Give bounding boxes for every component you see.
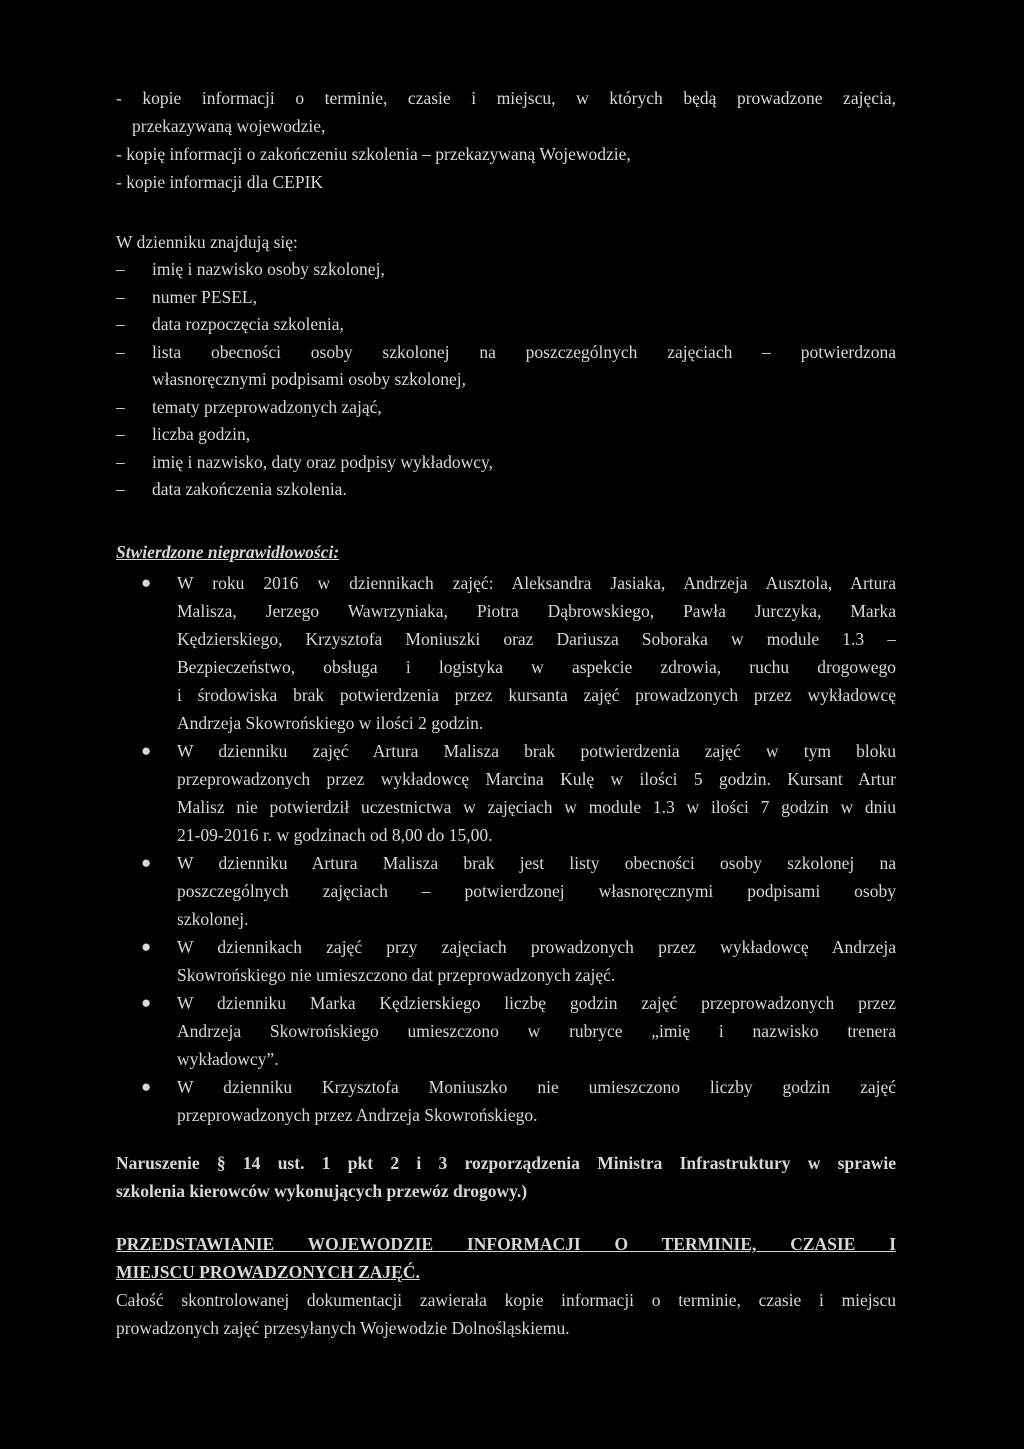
irregularity-line: Andrzeja Skowrońskiego umieszczono w rubryce „imię i nazwisko trenera xyxy=(177,1021,896,1041)
section-reporting xyxy=(116,1230,896,1342)
bullet-icon: ● xyxy=(141,741,152,760)
intro-list xyxy=(116,84,896,196)
journal-item-text: imię i nazwisko, daty oraz podpisy wykładowcy, xyxy=(152,451,494,472)
irregularity-item-3 xyxy=(116,849,896,933)
journal-item-name xyxy=(116,256,896,284)
journal-item-end-date xyxy=(116,476,896,504)
irregularity-item-2 xyxy=(116,737,896,849)
irregularity-line: poszczególnych zajęciach – potwierdzonej własnoręcznymi podpisami osoby xyxy=(177,881,896,901)
section-body-line-2: prowadzonych zajęć przesyłanych Wojewodzie Dolnośląskiemu. xyxy=(116,1318,570,1338)
dash-marker: – xyxy=(116,396,125,417)
bullet-icon: ● xyxy=(141,1077,152,1096)
irregularity-item-1 xyxy=(116,569,896,737)
dash-marker: – xyxy=(116,424,125,444)
dash-marker: – xyxy=(116,341,125,362)
irregularity-line: Andrzeja Skowrońskiego w ilości 2 godzin. xyxy=(177,713,484,733)
irregularity-item-5 xyxy=(116,989,896,1073)
journal-item-text: numer PESEL, xyxy=(152,286,257,307)
intro-item-3: - kopie informacji dla CEPIK xyxy=(116,172,324,192)
bullet-icon: ● xyxy=(141,573,152,592)
irregularity-line: Malisza, Jerzego Wawrzyniaka, Piotra Dąbrowskiego, Pawła Jurczyka, Marka xyxy=(177,601,896,621)
journal-item-topics xyxy=(116,394,896,422)
violation-line-1: Naruszenie § 14 ust. 1 pkt 2 i 3 rozporządzenia Ministra Infrastruktury w sprawie xyxy=(116,1153,896,1173)
dash-marker: – xyxy=(116,451,125,472)
journal-item-pesel xyxy=(116,284,896,312)
irregularity-line: W dzienniku Krzysztofa Moniuszko nie umieszczono liczby godzin zajęć xyxy=(177,1077,896,1097)
irregularities-section xyxy=(116,538,896,566)
intro-item-1-line-1: - kopie informacji o terminie, czasie i miejscu, w których będą prowadzone zajęcia, xyxy=(116,88,896,108)
irregularity-line: 21-09-2016 r. w godzinach od 8,00 do 15,00. xyxy=(177,825,493,845)
journal-item-text: tematy przeprowadzonych zająć, xyxy=(152,396,382,417)
irregularity-line: W dzienniku zajęć Artura Malisza brak potwierdzenia zajęć w tym bloku xyxy=(177,741,896,761)
irregularity-line: i środowiska brak potwierdzenia przez kursanta zajęć prowadzonych przez wykładowcę xyxy=(177,685,896,705)
irregularities-heading: Stwierdzone nieprawidłowości: xyxy=(116,542,340,562)
irregularity-line: W dziennikach zajęć przy zajęciach prowadzonych przez wykładowcę Andrzeja xyxy=(177,937,896,957)
irregularities-list xyxy=(116,569,896,1129)
irregularity-line: Kędzierskiego, Krzysztofa Moniuszki oraz Dariusza Soboraka w module 1.3 – xyxy=(177,629,896,649)
bullet-icon: ● xyxy=(141,937,152,956)
violation-line-2: szkolenia kierowców wykonujących przewóz drogowy.) xyxy=(116,1181,528,1201)
irregularity-item-4 xyxy=(116,933,896,989)
irregularity-line: przeprowadzonych przez Andrzeja Skowrońskiego. xyxy=(177,1105,538,1125)
irregularity-line: W dzienniku Marka Kędzierskiego liczbę godzin zajęć przeprowadzonych przez xyxy=(177,993,896,1013)
journal-item-lecturer xyxy=(116,449,896,477)
bullet-icon: ● xyxy=(141,853,152,872)
irregularity-line: W dzienniku Artura Malisza brak jest listy obecności osoby szkolonej na xyxy=(177,853,896,873)
bullet-icon: ● xyxy=(141,993,152,1012)
intro-item-1-line-2: przekazywaną wojewodzie, xyxy=(132,116,326,136)
journal-item-text: imię i nazwisko osoby szkolonej, xyxy=(152,259,385,279)
dash-marker: – xyxy=(116,314,125,334)
irregularity-line: Malisz nie potwierdził uczestnictwa w zajęciach w module 1.3 w ilości 7 godzin w dniu xyxy=(177,797,896,817)
intro-item-2: - kopię informacji o zakończeniu szkolenia – przekazywaną Wojewodzie, xyxy=(116,144,631,164)
section-heading-line-2: MIEJSCU PROWADZONYCH ZAJĘĆ. xyxy=(116,1262,420,1282)
journal-item-text: liczba godzin, xyxy=(152,424,251,444)
irregularity-line: przeprowadzonych przez wykładowcę Marcina Kulę w ilości 5 godzin. Kursant Artur xyxy=(177,769,896,789)
journal-item-attendance xyxy=(116,339,896,367)
journal-heading: W dzienniku znajdują się: xyxy=(116,232,298,252)
journal-item-attendance-cont: własnoręcznymi podpisami osoby szkolonej, xyxy=(152,369,466,389)
journal-contents xyxy=(116,228,896,504)
irregularity-line: W roku 2016 w dziennikach zajęć: Aleksandra Jasiaka, Andrzeja Ausztola, Artura xyxy=(177,573,896,593)
section-heading-line-1: PRZEDSTAWIANIE WOJEWODZIE INFORMACJI O TERMINIE, CZASIE I xyxy=(116,1234,896,1254)
irregularity-line: Bezpieczeństwo, obsługa i logistyka w aspekcie zdrowia, ruchu drogowego xyxy=(177,657,896,677)
section-body-line-1: Całość skontrolowanej dokumentacji zawierała kopie informacji o terminie, czasie i miejscu xyxy=(116,1290,896,1310)
irregularity-line: Skowrońskiego nie umieszczono dat przeprowadzonych zajęć. xyxy=(177,965,616,985)
journal-item-text: lista obecności osoby szkolonej na poszczególnych zajęciach – potwierdzona xyxy=(152,341,896,362)
irregularity-item-6 xyxy=(116,1073,896,1129)
dash-marker: – xyxy=(116,479,125,499)
irregularity-line: szkolonej. xyxy=(177,909,249,929)
journal-item-start-date xyxy=(116,311,896,339)
dash-marker: – xyxy=(116,286,125,307)
violation-note xyxy=(116,1149,896,1205)
dash-marker: – xyxy=(116,259,125,279)
journal-item-text: data zakończenia szkolenia. xyxy=(152,479,347,499)
irregularity-line: wykładowcy”. xyxy=(177,1049,279,1069)
journal-item-hours xyxy=(116,421,896,449)
journal-item-text: data rozpoczęcia szkolenia, xyxy=(152,314,344,334)
